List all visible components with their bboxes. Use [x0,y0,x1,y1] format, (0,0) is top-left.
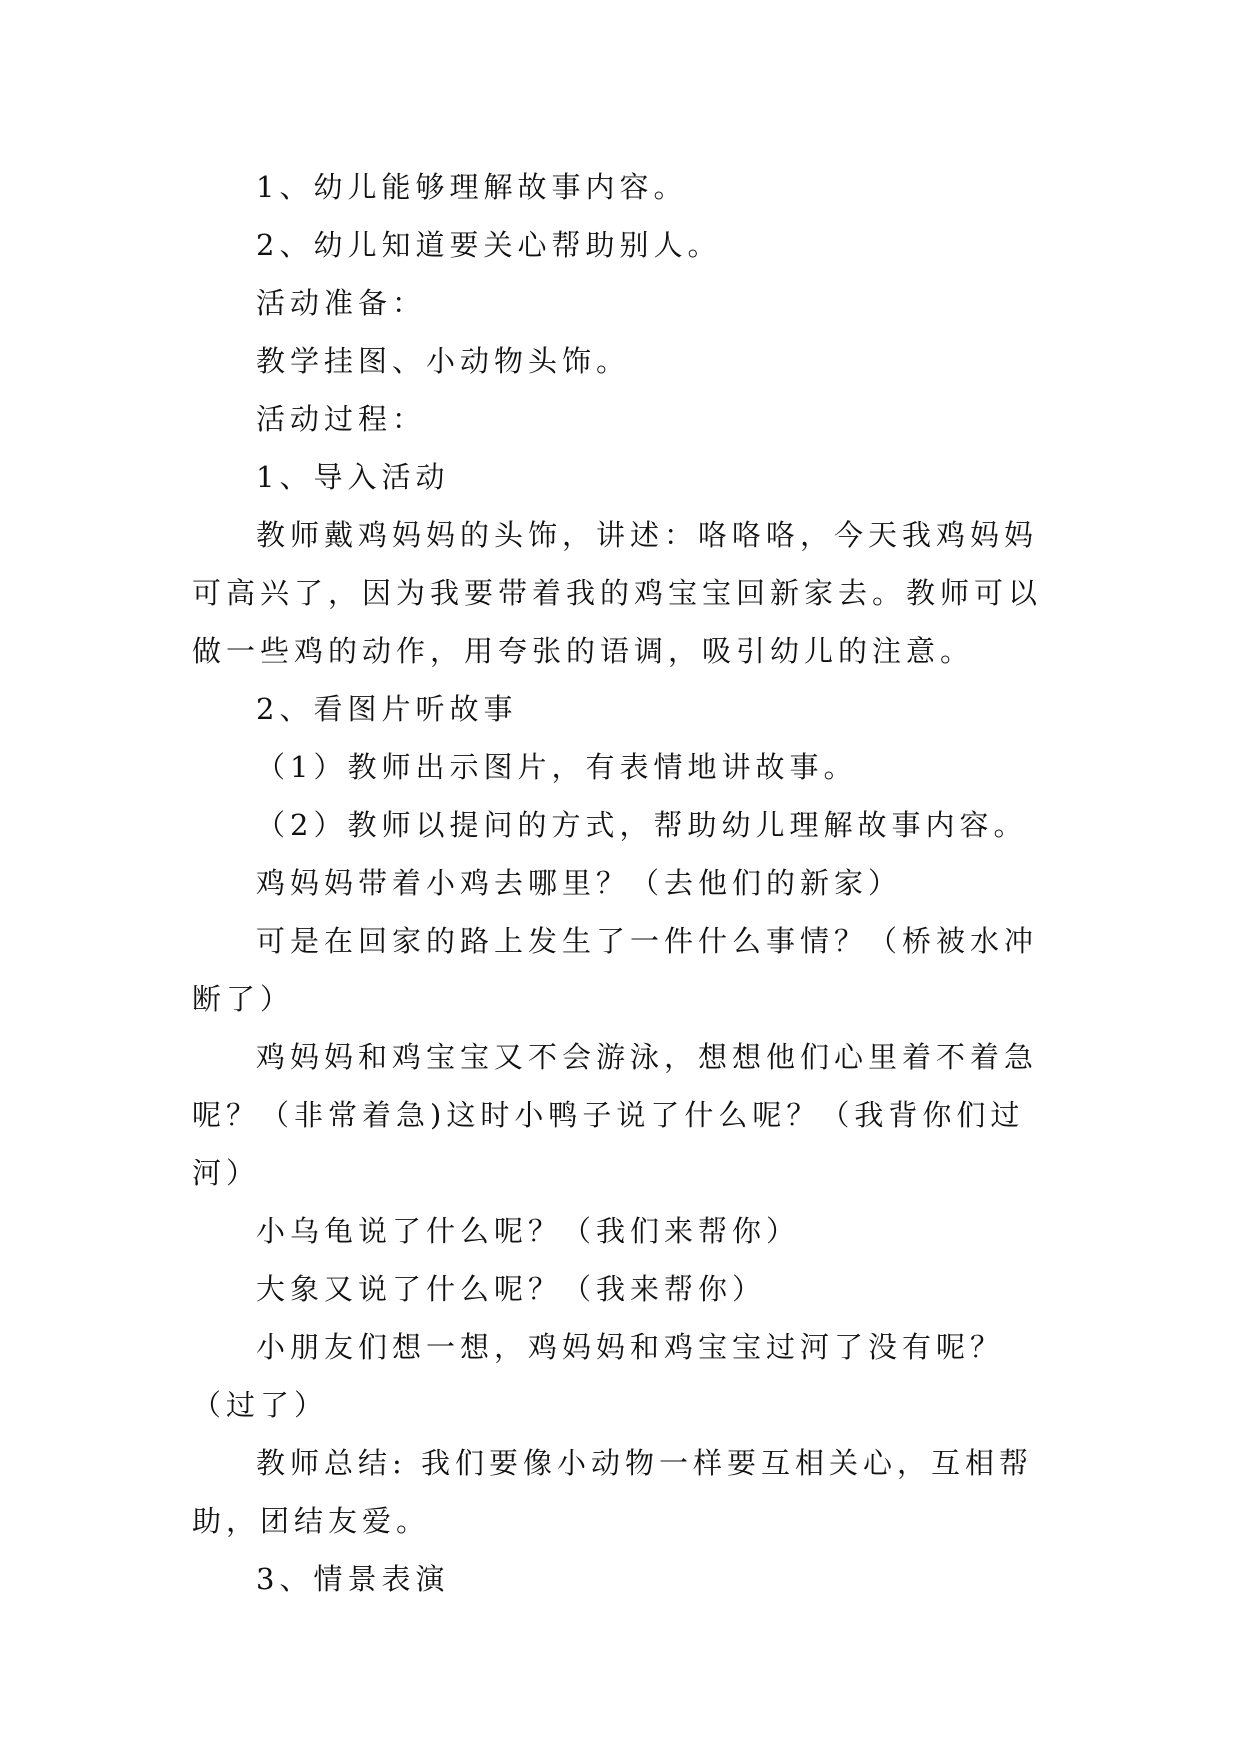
step-1-heading: 1、导入活动 [256,460,450,494]
step-1-text: 教师戴鸡妈妈的头饰，讲述：咯咯咯，今天我鸡妈妈可高兴了，因为我要带着我的鸡宝宝回新家去。教师可以做一些鸡的动作，用夸张的语调，吸引幼儿的注意。 [192,518,1043,668]
question-2: 可是在回家的路上发生了一件什么事情？（桥被水冲断了） [192,924,1039,1016]
preparation-text: 教学挂图、小动物头饰。 [256,344,631,378]
step-2-heading: 2、看图片听故事 [256,692,518,726]
step-3-heading: 3、情景表演 [256,1562,450,1596]
question-6: 小朋友们想一想，鸡妈妈和鸡宝宝过河了没有呢？（过了） [192,1330,1005,1422]
goal-1: 1、幼儿能够理解故事内容。 [256,170,688,204]
question-3: 鸡妈妈和鸡宝宝又不会游泳，想想他们心里着不着急呢？（非常着急)这时小鸭子说了什么呢？（我背你们过河） [192,1040,1039,1190]
question-4: 小乌龟说了什么呢？（我们来帮你） [256,1214,801,1248]
document-body [192,158,1052,1608]
section-heading-process: 活动过程： [256,402,427,436]
question-5: 大象又说了什么呢？（我来帮你） [256,1272,767,1306]
step-2-item-2: （2）教师以提问的方式，帮助幼儿理解故事内容。 [256,808,1028,842]
step-2-item-1: （1）教师出示图片，有表情地讲故事。 [256,750,858,784]
goal-2: 2、幼儿知道要关心帮助别人。 [256,228,722,262]
question-1: 鸡妈妈带着小鸡去哪里？（去他们的新家） [256,866,903,900]
section-heading-preparation: 活动准备： [256,286,427,320]
teacher-summary: 教师总结: 我们要像小动物一样要互相关心，互相帮助，团结友爱。 [192,1446,1033,1538]
